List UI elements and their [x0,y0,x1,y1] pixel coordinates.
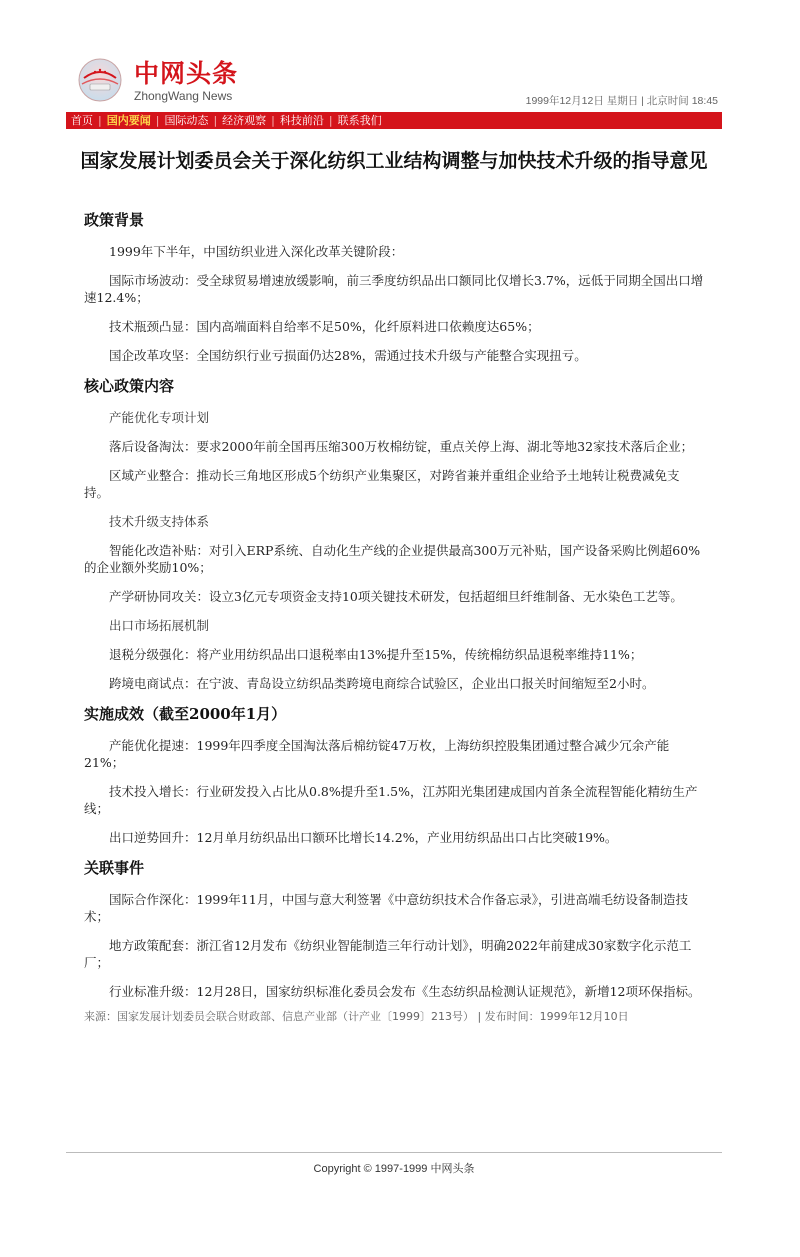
paragraph: 退税分级强化：将产业用纺织品出口退税率由13%提升至15%，传统棉纺织品退税率维持11%； [109,647,643,662]
nav-item-technology[interactable]: 科技前沿 [279,114,324,127]
section-heading: 关联事件 [84,859,145,877]
paragraph: 区域产业整合：推动长三角地区形成5个纺织产业集聚区，对跨省兼并重组企业给予土地转让税费减免支持。 [84,468,680,500]
nav-separator: | [213,114,218,127]
section-background [84,210,704,364]
nav-separator: | [328,114,333,127]
footer-divider [66,1152,722,1153]
paragraph: 国际合作深化：1999年11月，中国与意大利签署《中意纺织技术合作备忘录》，引进高端毛纺设备制造技术； [84,892,688,924]
article-source: 来源：国家发展计划委员会联合财政部、信息产业部（计产业〔1999〕213号） | 发布时间：1999年12月10日 [84,1010,629,1023]
nav-item-economy[interactable]: 经济观察 [222,114,267,127]
paragraph: 技术投入增长：行业研发投入占比从0.8%提升至1.5%，江苏阳光集团建成国内首条全流程智能化精纺生产线； [84,784,698,816]
nav-item-contact[interactable]: 联系我们 [337,114,382,127]
nav-separator: | [271,114,275,127]
paragraph: 国企改革攻坚：全国纺织行业亏损面仍达28%，需通过技术升级与产能整合实现扭亏。 [109,348,587,363]
paragraph: 地方政策配套：浙江省12月发布《纺织业智能制造三年行动计划》，明确2022年前建成30家数字化示范工厂； [84,938,692,970]
site-name-en: ZhongWang News [134,89,233,103]
nav-item-domestic[interactable]: 国内要闻 [106,114,151,127]
paragraph: 产能优化提速：1999年四季度全国淘汰落后棉纺锭47万枚，上海纺织控股集团通过整合减少冗余产能21%； [84,738,670,770]
site-logo-icon[interactable] [78,58,122,102]
paragraph: 跨境电商试点：在宁波、青岛设立纺织品类跨境电商综合试验区，企业出口报关时间缩短至2小时。 [109,676,655,691]
nav-item-home[interactable]: 首页 [71,114,93,127]
paragraph: 产学研协同攻关：设立3亿元专项资金支持10项关键技术研发，包括超细旦纤维制备、无水染色工艺等。 [109,589,683,604]
paragraph: 智能化改造补贴：对引入ERP系统、自动化生产线的企业提供最高300万元补贴，国产设备采购比例超60%的企业额外奖励10%； [84,543,701,575]
site-name-cn[interactable]: 中网头条 [134,59,239,88]
section-heading: 实施成效（截至2000年1月） [84,705,287,723]
site-header [66,0,722,110]
dateline: 1999年12月12日 星期日 | 北京时间 18:45 [525,95,718,107]
main-nav [66,112,722,129]
page-wrapper [66,0,722,1175]
paragraph: 国际市场波动：受全球贸易增速放缓影响，前三季度纺织品出口额同比仅增长3.7%，远低于同期全国出口增速12.4%； [84,273,704,305]
article-body [84,210,704,1024]
paragraph: 出口逆势回升：12月单月纺织品出口额环比增长14.2%，产业用纺织品出口占比突破19%。 [109,830,618,845]
subsection-heading: 产能优化专项计划 [109,410,210,425]
section-results [84,704,704,846]
paragraph: 1999年下半年，中国纺织业进入深化改革关键阶段： [109,244,404,259]
section-core-policy [84,376,704,692]
section-related-events [84,858,704,1000]
paragraph: 技术瓶颈凸显：国内高端面料自给率不足50%，化纤原料进口依赖度达65%； [109,319,540,334]
copyright: Copyright © 1997-1999 中网头条 [313,1163,475,1175]
article-title: 国家发展计划委员会关于深化纺织工业结构调整与加快技术升级的指导意见 [80,150,708,172]
nav-item-international[interactable]: 国际动态 [164,114,209,127]
nav-separator: | [155,114,160,127]
section-heading: 政策背景 [84,211,145,229]
paragraph: 行业标准升级：12月28日，国家纺织标准化委员会发布《生态纺织品检测认证规范》，新增12项环保指标。 [109,984,701,999]
paragraph: 落后设备淘汰：要求2000年前全国再压缩300万枚棉纺锭，重点关停上海、湖北等地32家技术落后企业； [109,439,694,454]
subsection-heading: 出口市场拓展机制 [109,618,210,633]
subsection-heading: 技术升级支持体系 [109,514,210,529]
section-heading: 核心政策内容 [84,377,175,395]
nav-separator: | [98,114,102,127]
